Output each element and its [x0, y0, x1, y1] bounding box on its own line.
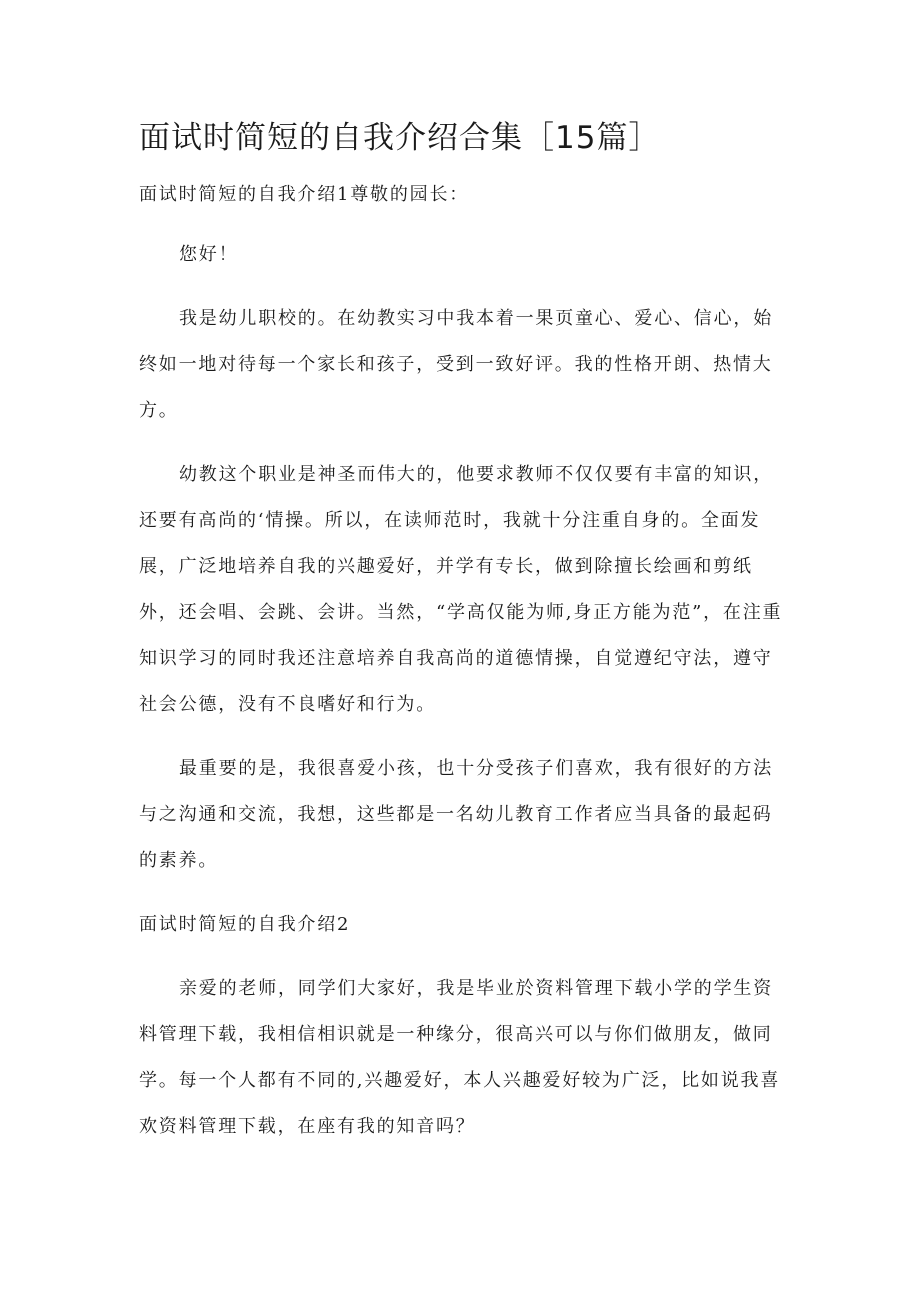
greeting-paragraph: 您好！: [179, 244, 239, 265]
body-paragraph: 幼教这个职业是神圣而伟大的，他要求教师不仅仅要有丰富的知识，还要有高尚的‘情操。所以，在读师范时，我就十分注重自身的。全面发展，广泛地培养自我的兴趣爱好，并学有专长，做到除擅长绘画和剪纸外，还会唱、会跳、会讲。当然，“学高仅能为师,身正方能为范”，在注重知识学习的同时我还注意培养自我高尚的道德情操，自觉遵纪守法，遵守社会公德，没有不良嗜好和行为。: [139, 464, 783, 715]
section-heading-1: 面试时简短的自我介绍1尊敬的园长：: [139, 184, 470, 205]
body-paragraph: 我是幼儿职校的。在幼教实习中我本着一果页童心、爱心、信心，始终如一地对待每一个家长和孩子，受到一致好评。我的性格开朗、热情大方。: [139, 308, 773, 421]
body-paragraph: 最重要的是，我很喜爱小孩，也十分受孩子们喜欢，我有很好的方法与之沟通和交流，我想，这些都是一名幼儿教育工作者应当具备的最起码的素养。: [139, 758, 773, 871]
document-body: [139, 172, 787, 1168]
section-heading-2: 面试时简短的自我介绍2: [139, 914, 351, 935]
document-title: 面试时简短的自我介绍合集［15篇］: [139, 120, 661, 156]
body-paragraph: 亲爱的老师，同学们大家好，我是毕业於资料管理下载小学的学生资料管理下载，我相信相识就是一种缘分，很高兴可以与你们做朋友，做同学。每一个人都有不同的,兴趣爱好，本人兴趣爱好较为广泛，比如说我喜欢资料管理下载，在座有我的知音吗？: [139, 978, 781, 1137]
